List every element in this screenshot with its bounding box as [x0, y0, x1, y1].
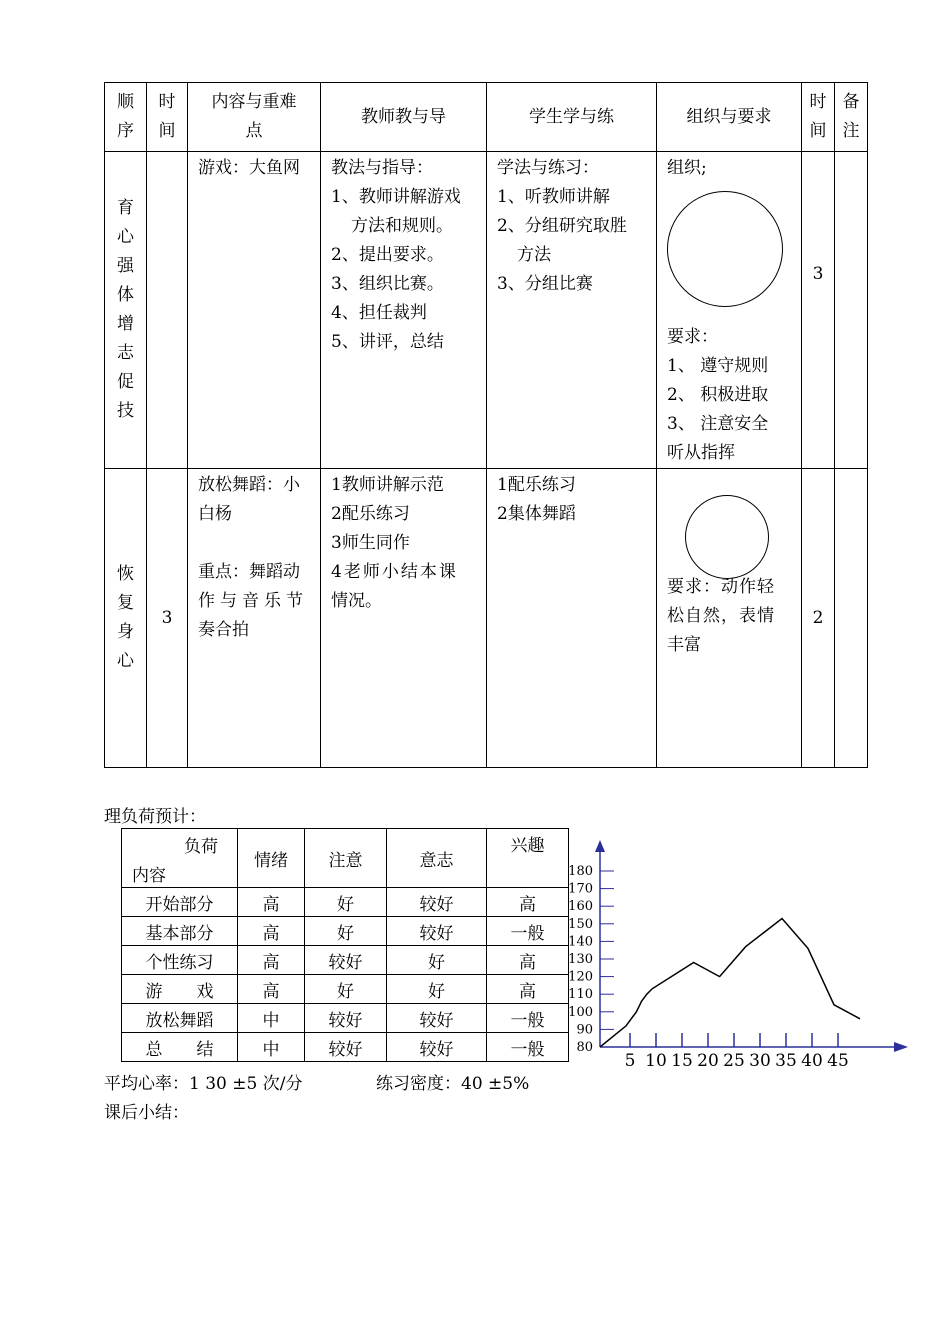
- lesson-plan-table: [104, 82, 868, 768]
- y-tick-label: 150: [568, 916, 593, 932]
- section2-duration: 2: [802, 469, 835, 768]
- teacher-item: 方法和规则。: [351, 216, 453, 236]
- row-cell: 一般: [487, 1033, 569, 1062]
- section1-duration: 3: [802, 152, 835, 469]
- student-item: 方法: [517, 245, 551, 265]
- section2-student: [487, 469, 657, 768]
- x-tick-label: 5: [624, 1051, 636, 1071]
- y-tick-label: 130: [568, 952, 593, 967]
- section-row-2: [105, 469, 868, 768]
- req-item: 3、 注意安全: [667, 414, 769, 434]
- row-name: 基本部分: [122, 917, 238, 946]
- header-row: [105, 83, 868, 152]
- row-cell: 中: [238, 1033, 305, 1062]
- y-tick-label: 110: [568, 987, 593, 1003]
- student-item: 1、听教师讲解: [497, 187, 610, 207]
- header-student: 学生学与练: [487, 83, 657, 152]
- x-tick-label: 30: [749, 1051, 771, 1071]
- content-line: 白杨: [198, 504, 232, 524]
- teacher-item: 4老师小结本课: [331, 562, 458, 582]
- section2-organization: [657, 469, 802, 768]
- y-tick-label: 120: [568, 969, 593, 985]
- x-tick-label: 45: [827, 1051, 849, 1071]
- teacher-item: 2配乐练习: [331, 504, 410, 524]
- section2-note: [835, 469, 868, 768]
- row-cell: 高: [487, 888, 569, 917]
- row-name: 开始部分: [122, 888, 238, 917]
- x-tick-label: 10: [645, 1051, 667, 1071]
- student-item: 2、分组研究取胜: [497, 216, 627, 236]
- section1-organization: [657, 152, 802, 469]
- row-cell: 好: [305, 917, 387, 946]
- header-content: 内容与重难点: [188, 83, 321, 152]
- load-header-corner: [122, 829, 238, 888]
- avg-heart-rate: 平均心率：1 30 ±5 次/分: [104, 1074, 303, 1094]
- teacher-item: 3、组织比赛。: [331, 274, 444, 294]
- row-name: 游 戏: [122, 975, 238, 1004]
- teacher-item: 2、提出要求。: [331, 245, 444, 265]
- section2-order: 恢复身心: [105, 469, 147, 768]
- practice-density: 练习密度：40 ±5%: [376, 1074, 530, 1094]
- row-cell: 一般: [487, 1004, 569, 1033]
- section1-note: [835, 152, 868, 469]
- y-tick-label: 80: [576, 1040, 593, 1055]
- table-row: [122, 946, 569, 975]
- row-cell: 好: [305, 888, 387, 917]
- student-title: 学法与练习：: [497, 158, 599, 178]
- row-cell: 较好: [305, 946, 387, 975]
- req-line: 要求：动作轻: [667, 577, 775, 597]
- row-cell: 中: [238, 1004, 305, 1033]
- header-duration: 时间: [802, 83, 835, 152]
- req-item: 1、 遵守规则: [667, 356, 769, 376]
- row-cell: 较好: [387, 1033, 487, 1062]
- load-header-row: [122, 829, 569, 888]
- formation-circle-icon: [685, 495, 769, 579]
- x-tick-label: 25: [723, 1051, 745, 1071]
- class-summary-label: 课后小结：: [104, 1103, 189, 1123]
- focus-line: 奏合拍: [198, 620, 249, 640]
- section2-content: [188, 469, 321, 768]
- header-bottom-label: 内容: [132, 866, 166, 886]
- load-table: [121, 828, 569, 1062]
- table-row: [122, 1004, 569, 1033]
- row-cell: 好: [387, 946, 487, 975]
- header-teacher: 教师教与导: [321, 83, 487, 152]
- row-cell: 高: [487, 975, 569, 1004]
- table-row: [122, 1033, 569, 1062]
- x-tick-label: 20: [697, 1051, 719, 1071]
- row-name: 总 结: [122, 1033, 238, 1062]
- row-cell: 高: [238, 975, 305, 1004]
- y-tick-label: 180: [568, 864, 593, 879]
- req-title: 要求：: [667, 327, 718, 347]
- row-cell: 较好: [387, 1004, 487, 1033]
- teacher-item: 1、教师讲解游戏: [331, 187, 461, 207]
- row-name: 放松舞蹈: [122, 1004, 238, 1033]
- y-tick-label: 170: [568, 881, 593, 897]
- header-order: 顺序: [105, 83, 147, 152]
- table-row: [122, 888, 569, 917]
- y-tick-label: 140: [568, 934, 593, 950]
- req-line: 丰富: [667, 635, 701, 655]
- row-cell: 较好: [387, 888, 487, 917]
- y-tick-label: 90: [576, 1022, 593, 1038]
- section1-content: 游戏：大鱼网: [188, 152, 321, 469]
- teacher-item: 5、讲评，总结: [331, 332, 444, 352]
- focus-line: 作与音乐节: [198, 591, 308, 611]
- section1-teacher: [321, 152, 487, 469]
- row-cell: 好: [305, 975, 387, 1004]
- section2-time: 3: [147, 469, 188, 768]
- section-row-1: [105, 152, 868, 469]
- row-cell: 较好: [387, 917, 487, 946]
- section1-time: [147, 152, 188, 469]
- load-col-header: 意志: [387, 829, 487, 888]
- row-name: 个性练习: [122, 946, 238, 975]
- header-note: 备注: [835, 83, 868, 152]
- x-tick-label: 35: [775, 1051, 797, 1071]
- y-axis-arrow-icon: [595, 840, 605, 852]
- req-line: 松自然，表情: [667, 606, 775, 626]
- req-item: 2、 积极进取: [667, 385, 769, 405]
- y-tick-label: 160: [568, 899, 593, 915]
- teacher-item: 情况。: [331, 591, 382, 611]
- x-tick-label: 15: [671, 1051, 693, 1071]
- header-top-label: 负荷: [184, 837, 218, 857]
- req-item: 听从指挥: [667, 443, 735, 463]
- table-row: [122, 975, 569, 1004]
- x-tick-label: 40: [801, 1051, 823, 1071]
- section2-teacher: [321, 469, 487, 768]
- header-time: 时间: [147, 83, 188, 152]
- section1-student: [487, 152, 657, 469]
- row-cell: 高: [238, 917, 305, 946]
- row-cell: 一般: [487, 917, 569, 946]
- teacher-item: 4、担任裁判: [331, 303, 427, 323]
- table-row: [122, 917, 569, 946]
- header-organization: 组织与要求: [657, 83, 802, 152]
- y-tick-label: 100: [568, 1004, 593, 1020]
- section1-order: 育心强体增志促技: [105, 152, 147, 469]
- row-cell: 好: [387, 975, 487, 1004]
- student-item: 1配乐练习: [497, 475, 576, 495]
- focus-line: 重点：舞蹈动: [198, 562, 300, 582]
- row-cell: 高: [238, 888, 305, 917]
- load-section-title: 理负荷预计：: [104, 807, 206, 827]
- teacher-title: 教法与指导：: [331, 158, 433, 178]
- heart-rate-line: [600, 919, 860, 1048]
- row-cell: 较好: [305, 1004, 387, 1033]
- load-col-header: 注意: [305, 829, 387, 888]
- load-col-header: 情绪: [238, 829, 305, 888]
- x-axis-arrow-icon: [894, 1042, 908, 1052]
- org-title: 组织;: [667, 158, 707, 178]
- row-cell: 高: [487, 946, 569, 975]
- row-cell: 较好: [305, 1033, 387, 1062]
- student-item: 3、分组比赛: [497, 274, 593, 294]
- load-col-header: 兴趣: [487, 829, 569, 888]
- row-cell: 高: [238, 946, 305, 975]
- student-item: 2集体舞蹈: [497, 504, 576, 524]
- formation-circle-icon: [667, 191, 783, 307]
- content-line: 放松舞蹈：小: [198, 475, 300, 495]
- teacher-item: 3师生同作: [331, 533, 410, 553]
- teacher-item: 1教师讲解示范: [331, 475, 444, 495]
- heart-rate-chart: [560, 830, 920, 1075]
